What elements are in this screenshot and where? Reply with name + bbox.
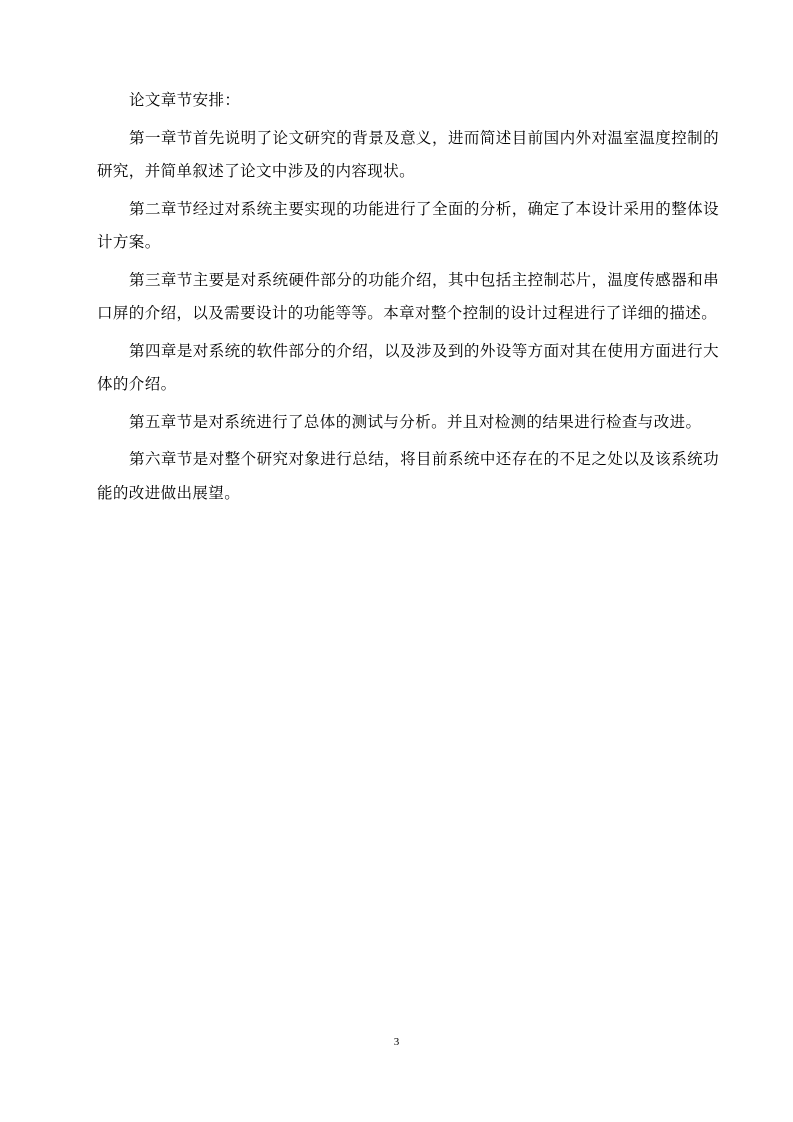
document-body xyxy=(97,84,719,514)
section-intro-heading: 论文章节安排： xyxy=(129,91,241,109)
chapter-2-summary: 第二章节经过对系统主要实现的功能进行了全面的分析，确定了本设计采用的整体设计方案。 xyxy=(97,199,719,251)
chapter-4-summary: 第四章是对系统的软件部分的介绍，以及涉及到的外设等方面对其在使用方面进行大体的介绍。 xyxy=(97,341,719,393)
chapter-6-summary: 第六章节是对整个研究对象进行总结，将目前系统中还存在的不足之处以及该系统功能的改进做出展望。 xyxy=(97,450,719,502)
chapter-1-summary: 第一章节首先说明了论文研究的背景及意义，进而简述目前国内外对温室温度控制的研究，并简单叙述了论文中涉及的内容现状。 xyxy=(97,128,719,180)
chapter-5-summary: 第五章节是对系统进行了总体的测试与分析。并且对检测的结果进行检查与改进。 xyxy=(129,412,702,431)
chapter-3-summary: 第三章节主要是对系统硬件部分的功能介绍，其中包括主控制芯片，温度传感器和串口屏的介绍，以及需要设计的功能等等。本章对整个控制的设计过程进行了详细的描述。 xyxy=(97,270,719,322)
page-number: 3 xyxy=(393,1036,400,1048)
